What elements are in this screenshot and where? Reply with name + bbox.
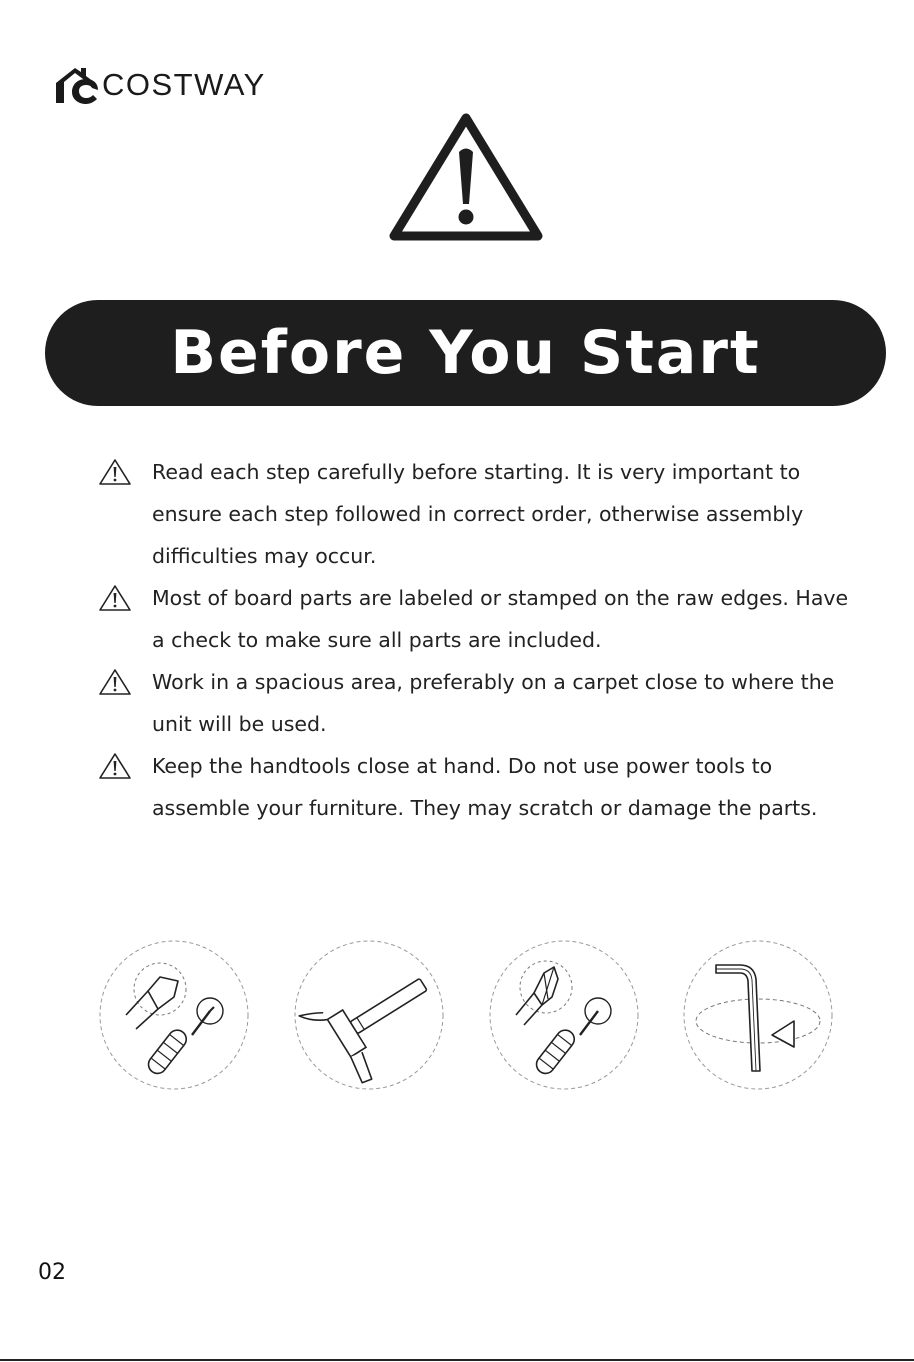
banner-title: Before You Start <box>170 318 761 388</box>
phillips-screwdriver-icon <box>488 939 640 1091</box>
note-item <box>96 451 856 577</box>
note-text: Work in a spacious area, preferably on a carpet close to where the unit will be used. <box>152 670 835 736</box>
large-warning-triangle-icon <box>388 112 544 242</box>
note-text: Keep the handtools close at hand. Do not use power tools to assemble your furniture. They may scratch or damage the parts. <box>152 754 818 820</box>
warning-triangle-icon <box>98 584 132 612</box>
page-number: 02 <box>38 1260 66 1285</box>
hammer-icon <box>293 939 445 1091</box>
note-item <box>96 745 856 829</box>
brand-name: COSTWAY <box>102 67 266 102</box>
instruction-notes <box>96 451 856 829</box>
tools-row <box>98 939 834 1091</box>
warning-triangle-icon <box>98 668 132 696</box>
warning-triangle-icon <box>98 752 132 780</box>
warning-triangle-icon <box>98 458 132 486</box>
brand-logo <box>54 64 266 106</box>
note-item <box>96 661 856 745</box>
bottom-divider <box>0 1359 914 1361</box>
note-item <box>96 577 856 661</box>
note-text: Read each step carefully before starting. It is very important to ensure each step followed in correct order, otherwise assembly difficulties may occur. <box>152 460 804 568</box>
house-logo-icon <box>54 65 100 105</box>
note-text: Most of board parts are labeled or stamped on the raw edges. Have a check to make sure all parts are included. <box>152 586 849 652</box>
section-banner <box>45 300 886 406</box>
flathead-screwdriver-icon <box>98 939 250 1091</box>
allen-key-icon <box>682 939 834 1091</box>
